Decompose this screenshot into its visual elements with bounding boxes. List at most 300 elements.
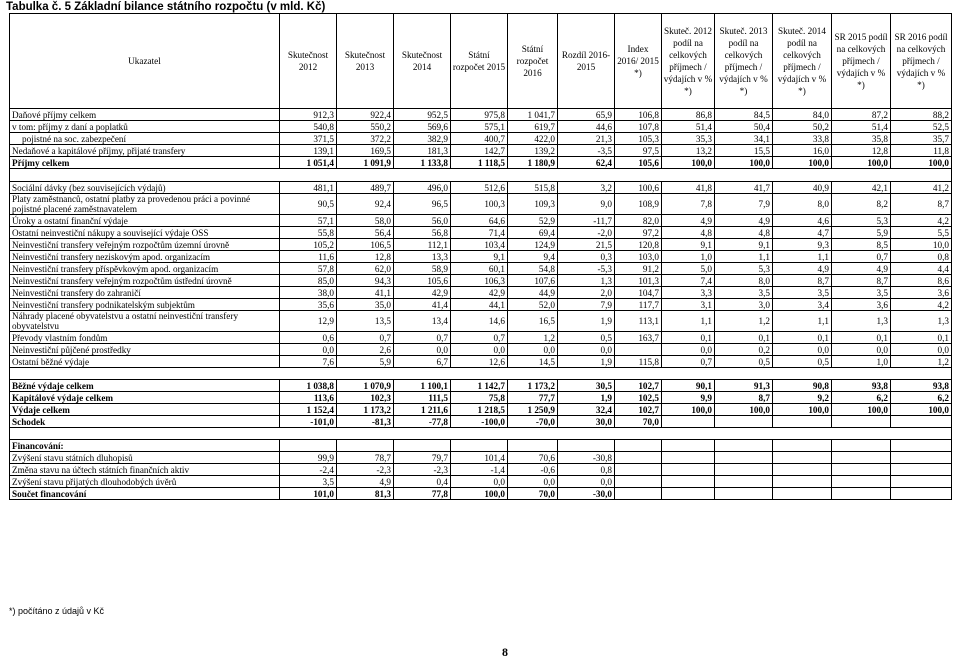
value-cell <box>773 476 832 488</box>
value-cell: 1 218,5 <box>451 404 508 416</box>
value-cell: 4,8 <box>662 227 715 239</box>
value-cell: 6,7 <box>394 356 451 368</box>
value-cell <box>662 452 715 464</box>
value-cell: 97,5 <box>615 145 662 157</box>
value-cell: 79,7 <box>394 452 451 464</box>
value-cell: 102,7 <box>615 380 662 392</box>
value-cell: 41,1 <box>337 287 394 299</box>
value-cell: 5,9 <box>832 227 891 239</box>
row-label: Sociální dávky (bez souvisejících výdajů) <box>10 182 280 194</box>
column-header: Skuteč. 2012 podíl na celkových příjmech / výdajích v % *) <box>662 14 715 109</box>
value-cell: 619,7 <box>508 121 558 133</box>
table-row <box>10 476 952 488</box>
row-label: Neinvestiční půjčené prostředky <box>10 344 280 356</box>
value-cell: 51,4 <box>662 121 715 133</box>
value-cell: 65,9 <box>558 109 615 121</box>
value-cell <box>832 476 891 488</box>
value-cell: 64,6 <box>451 215 508 227</box>
value-cell <box>773 464 832 476</box>
value-cell: 1,2 <box>715 311 773 332</box>
row-label: Neinvestiční transfery do zahraničí <box>10 287 280 299</box>
value-cell: 2,6 <box>337 344 394 356</box>
value-cell: 97,2 <box>615 227 662 239</box>
row-label: Daňové příjmy celkem <box>10 109 280 121</box>
value-cell <box>662 464 715 476</box>
value-cell: 13,5 <box>337 311 394 332</box>
table-row <box>10 344 952 356</box>
spacer-cell <box>715 428 773 440</box>
value-cell: 38,0 <box>280 287 337 299</box>
value-cell: 1,0 <box>662 251 715 263</box>
value-cell <box>891 440 952 452</box>
column-header: Státní rozpočet 2016 <box>508 14 558 109</box>
value-cell: 9,9 <box>662 392 715 404</box>
value-cell: 8,2 <box>832 194 891 215</box>
value-cell: 41,8 <box>662 182 715 194</box>
value-cell: 1 173,2 <box>337 404 394 416</box>
column-header: Státní rozpočet 2015 <box>451 14 508 109</box>
spacer-cell <box>832 428 891 440</box>
value-cell: 82,0 <box>615 215 662 227</box>
column-header: Skuteč. 2013 podíl na celkových příjmech / výdajích v % *) <box>715 14 773 109</box>
spacer-cell <box>10 169 280 182</box>
table-row <box>10 287 952 299</box>
value-cell: 4,9 <box>662 215 715 227</box>
value-cell: 14,5 <box>508 356 558 368</box>
value-cell: 92,4 <box>337 194 394 215</box>
value-cell <box>891 476 952 488</box>
value-cell: 100,0 <box>715 404 773 416</box>
table-row <box>10 121 952 133</box>
value-cell: 93,8 <box>891 380 952 392</box>
value-cell: 100,0 <box>832 404 891 416</box>
value-cell: 33,8 <box>773 133 832 145</box>
value-cell <box>891 464 952 476</box>
value-cell: 60,1 <box>451 263 508 275</box>
value-cell <box>891 452 952 464</box>
table-row <box>10 215 952 227</box>
spacer-cell <box>558 368 615 380</box>
value-cell: 139,2 <box>508 145 558 157</box>
value-cell: 0,1 <box>832 332 891 344</box>
value-cell: 0,0 <box>508 344 558 356</box>
value-cell: 107,8 <box>615 121 662 133</box>
value-cell: 44,9 <box>508 287 558 299</box>
row-label: Výdaje celkem <box>10 404 280 416</box>
value-cell: 1 152,4 <box>280 404 337 416</box>
value-cell: 481,1 <box>280 182 337 194</box>
value-cell: 102,5 <box>615 392 662 404</box>
spacer-cell <box>662 169 715 182</box>
value-cell: 10,0 <box>891 239 952 251</box>
value-cell: 105,2 <box>280 239 337 251</box>
table-row <box>10 380 952 392</box>
page-number: 8 <box>502 645 508 659</box>
value-cell: 0,7 <box>337 332 394 344</box>
column-header: Skutečnost 2014 <box>394 14 451 109</box>
value-cell: -11,7 <box>558 215 615 227</box>
table-header <box>10 14 952 109</box>
spacer-cell <box>832 368 891 380</box>
value-cell: -5,3 <box>558 263 615 275</box>
table-row <box>10 299 952 311</box>
value-cell: 569,6 <box>394 121 451 133</box>
value-cell: 0,4 <box>394 476 451 488</box>
value-cell: 103,4 <box>451 239 508 251</box>
value-cell: 6,2 <box>832 392 891 404</box>
value-cell: 5,3 <box>832 215 891 227</box>
spacer-cell <box>280 169 337 182</box>
value-cell: 112,1 <box>394 239 451 251</box>
value-cell: 88,2 <box>891 109 952 121</box>
value-cell: 0,0 <box>773 344 832 356</box>
value-cell: 34,1 <box>715 133 773 145</box>
value-cell: 55,8 <box>280 227 337 239</box>
value-cell: 1,3 <box>832 311 891 332</box>
value-cell: 7,9 <box>715 194 773 215</box>
value-cell: 1 250,9 <box>508 404 558 416</box>
value-cell: 400,7 <box>451 133 508 145</box>
value-cell: 44,6 <box>558 121 615 133</box>
value-cell <box>615 476 662 488</box>
value-cell <box>891 416 952 428</box>
value-cell: 103,0 <box>615 251 662 263</box>
value-cell <box>615 440 662 452</box>
value-cell: 102,3 <box>337 392 394 404</box>
value-cell: 113,1 <box>615 311 662 332</box>
column-header: SR 2015 podíl na celkových příjmech / výdajích v % *) <box>832 14 891 109</box>
value-cell: 7,8 <box>662 194 715 215</box>
value-cell: 84,0 <box>773 109 832 121</box>
value-cell: 58,9 <box>394 263 451 275</box>
value-cell: 13,3 <box>394 251 451 263</box>
value-cell: 13,2 <box>662 145 715 157</box>
row-label: Schodek <box>10 416 280 428</box>
value-cell: 99,9 <box>280 452 337 464</box>
value-cell <box>891 488 952 500</box>
value-cell: 8,7 <box>891 194 952 215</box>
value-cell: 9,1 <box>451 251 508 263</box>
column-header: Skuteč. 2014 podíl na celkových příjmech / výdajích v % *) <box>773 14 832 109</box>
table-row <box>10 251 952 263</box>
table-row <box>10 404 952 416</box>
value-cell: 14,6 <box>451 311 508 332</box>
value-cell: 515,8 <box>508 182 558 194</box>
value-cell: 4,9 <box>715 215 773 227</box>
value-cell: 382,9 <box>394 133 451 145</box>
value-cell: 3,5 <box>715 287 773 299</box>
value-cell: 0,8 <box>891 251 952 263</box>
value-cell: 90,5 <box>280 194 337 215</box>
spacer-cell <box>10 368 280 380</box>
spacer-cell <box>337 169 394 182</box>
table-row <box>10 133 952 145</box>
row-label: Převody vlastním fondům <box>10 332 280 344</box>
value-cell: 16,0 <box>773 145 832 157</box>
value-cell <box>773 416 832 428</box>
value-cell: 139,1 <box>280 145 337 157</box>
spacer-cell <box>891 428 952 440</box>
value-cell: 0,7 <box>662 356 715 368</box>
column-header: Index 2016/ 2015 *) <box>615 14 662 109</box>
value-cell: 422,0 <box>508 133 558 145</box>
row-label: Ostatní běžné výdaje <box>10 356 280 368</box>
row-label: v tom: příjmy z daní a poplatků <box>10 121 280 133</box>
value-cell: 9,4 <box>508 251 558 263</box>
value-cell: 91,3 <box>715 380 773 392</box>
value-cell: -101,0 <box>280 416 337 428</box>
value-cell: 11,8 <box>891 145 952 157</box>
spacer-cell <box>337 368 394 380</box>
spacer-cell <box>508 428 558 440</box>
value-cell <box>715 416 773 428</box>
value-cell: 0,0 <box>832 344 891 356</box>
value-cell: 35,6 <box>280 299 337 311</box>
value-cell: 84,5 <box>715 109 773 121</box>
spacer-cell <box>394 428 451 440</box>
spacer-cell <box>10 428 280 440</box>
value-cell: 13,4 <box>394 311 451 332</box>
value-cell: 4,2 <box>891 299 952 311</box>
value-cell: 5,0 <box>662 263 715 275</box>
value-cell <box>451 440 508 452</box>
value-cell: 1 041,7 <box>508 109 558 121</box>
value-cell: 0,5 <box>715 356 773 368</box>
value-cell: 4,9 <box>337 476 394 488</box>
spacer-cell <box>280 428 337 440</box>
value-cell: 56,4 <box>337 227 394 239</box>
value-cell: -30,8 <box>558 452 615 464</box>
value-cell: 1 070,9 <box>337 380 394 392</box>
value-cell: 1,1 <box>662 311 715 332</box>
value-cell: 0,0 <box>280 344 337 356</box>
value-cell: 108,9 <box>615 194 662 215</box>
value-cell: 5,9 <box>337 356 394 368</box>
value-cell <box>662 416 715 428</box>
value-cell: 35,0 <box>337 299 394 311</box>
value-cell: 7,4 <box>662 275 715 287</box>
value-cell: 0,7 <box>394 332 451 344</box>
table-row <box>10 182 952 194</box>
value-cell: 78,7 <box>337 452 394 464</box>
value-cell: 575,1 <box>451 121 508 133</box>
value-cell: 181,3 <box>394 145 451 157</box>
value-cell: 56,0 <box>394 215 451 227</box>
table-row <box>10 440 952 452</box>
value-cell <box>715 452 773 464</box>
value-cell: 4,2 <box>891 215 952 227</box>
value-cell: 100,0 <box>891 157 952 169</box>
value-cell: 1,0 <box>832 356 891 368</box>
row-label: Neinvestiční transfery neziskovým apod. organizacím <box>10 251 280 263</box>
value-cell: 8,7 <box>715 392 773 404</box>
value-cell <box>615 488 662 500</box>
table-row <box>10 356 952 368</box>
value-cell: 2,0 <box>558 287 615 299</box>
spacer-cell <box>662 428 715 440</box>
spacer-cell <box>394 368 451 380</box>
spacer-cell <box>773 428 832 440</box>
value-cell: 50,4 <box>715 121 773 133</box>
value-cell: 3,6 <box>832 299 891 311</box>
value-cell: 100,0 <box>832 157 891 169</box>
value-cell: 3,4 <box>773 299 832 311</box>
value-cell: 1 133,8 <box>394 157 451 169</box>
value-cell: 100,0 <box>891 404 952 416</box>
value-cell: 41,7 <box>715 182 773 194</box>
value-cell: 0,0 <box>451 344 508 356</box>
value-cell <box>508 440 558 452</box>
value-cell <box>832 464 891 476</box>
value-cell: 163,7 <box>615 332 662 344</box>
row-label: Součet financování <box>10 488 280 500</box>
value-cell: 8,0 <box>773 194 832 215</box>
value-cell: 44,1 <box>451 299 508 311</box>
spacer-cell <box>715 169 773 182</box>
value-cell: 21,5 <box>558 239 615 251</box>
value-cell: 100,0 <box>715 157 773 169</box>
value-cell: 107,6 <box>508 275 558 287</box>
row-label: Zvýšení stavu státních dluhopisů <box>10 452 280 464</box>
table-title: Tabulka č. 5 Základní bilance státního rozpočtu (v mld. Kč) <box>6 1 326 13</box>
spacer-cell <box>337 428 394 440</box>
value-cell: 69,4 <box>508 227 558 239</box>
column-header: Skutečnost 2012 <box>280 14 337 109</box>
value-cell: 50,2 <box>773 121 832 133</box>
value-cell: 0,1 <box>891 332 952 344</box>
value-cell: 7,6 <box>280 356 337 368</box>
value-cell: 113,6 <box>280 392 337 404</box>
value-cell: 8,7 <box>832 275 891 287</box>
value-cell: 4,8 <box>715 227 773 239</box>
table-row <box>10 488 952 500</box>
spacer-cell <box>615 428 662 440</box>
row-label: Neinvestiční transfery veřejným rozpočtům ústřední úrovně <box>10 275 280 287</box>
table-row <box>10 263 952 275</box>
value-cell: 0,2 <box>715 344 773 356</box>
value-cell: 81,3 <box>337 488 394 500</box>
value-cell: 30,0 <box>558 416 615 428</box>
row-label: Financování: <box>10 440 280 452</box>
value-cell: 9,2 <box>773 392 832 404</box>
value-cell: 512,6 <box>451 182 508 194</box>
column-header: Rozdíl 2016-2015 <box>558 14 615 109</box>
value-cell: 101,0 <box>280 488 337 500</box>
value-cell: 30,5 <box>558 380 615 392</box>
value-cell: 42,9 <box>394 287 451 299</box>
value-cell: 105,6 <box>615 157 662 169</box>
value-cell <box>715 488 773 500</box>
row-label: Náhrady placené obyvatelstvu a ostatní neinvestiční transfery obyvatelstvu <box>10 311 280 332</box>
value-cell: 5,3 <box>715 263 773 275</box>
value-cell: 6,2 <box>891 392 952 404</box>
value-cell: 106,5 <box>337 239 394 251</box>
spacer-cell <box>558 428 615 440</box>
value-cell: 9,1 <box>662 239 715 251</box>
value-cell <box>662 488 715 500</box>
value-cell: 0,8 <box>558 464 615 476</box>
spacer-cell <box>891 368 952 380</box>
value-cell: 8,6 <box>891 275 952 287</box>
value-cell: 4,7 <box>773 227 832 239</box>
value-cell: 57,8 <box>280 263 337 275</box>
value-cell: 0,1 <box>662 332 715 344</box>
value-cell: 8,7 <box>773 275 832 287</box>
table-row <box>10 332 952 344</box>
value-cell: 372,2 <box>337 133 394 145</box>
value-cell: 57,1 <box>280 215 337 227</box>
spacer-cell <box>451 169 508 182</box>
value-cell: 3,3 <box>662 287 715 299</box>
value-cell: 1 091,9 <box>337 157 394 169</box>
value-cell: 0,1 <box>715 332 773 344</box>
value-cell: -100,0 <box>451 416 508 428</box>
row-label: Nedaňové a kapitálové příjmy, přijaté transfery <box>10 145 280 157</box>
value-cell: 90,1 <box>662 380 715 392</box>
value-cell: 3,6 <box>891 287 952 299</box>
value-cell: 106,3 <box>451 275 508 287</box>
value-cell: 1,3 <box>558 275 615 287</box>
spacer-cell <box>394 169 451 182</box>
spacer-cell <box>662 368 715 380</box>
value-cell: 3,0 <box>715 299 773 311</box>
value-cell: 100,0 <box>773 404 832 416</box>
value-cell: 40,9 <box>773 182 832 194</box>
table-row <box>10 392 952 404</box>
value-cell: 0,0 <box>891 344 952 356</box>
spacer-cell <box>715 368 773 380</box>
value-cell: 100,3 <box>451 194 508 215</box>
spacer-cell <box>451 428 508 440</box>
value-cell: 3,5 <box>773 287 832 299</box>
value-cell: 62,0 <box>337 263 394 275</box>
value-cell <box>280 440 337 452</box>
value-cell: 1 211,6 <box>394 404 451 416</box>
value-cell: 1,1 <box>773 251 832 263</box>
row-label: Úroky a ostatní finanční výdaje <box>10 215 280 227</box>
value-cell: 1,3 <box>891 311 952 332</box>
value-cell: 1 173,2 <box>508 380 558 392</box>
value-cell: 117,7 <box>615 299 662 311</box>
value-cell: 102,7 <box>615 404 662 416</box>
value-cell: 35,3 <box>662 133 715 145</box>
spacer-cell <box>891 169 952 182</box>
value-cell: 489,7 <box>337 182 394 194</box>
value-cell: 77,7 <box>508 392 558 404</box>
value-cell: 111,5 <box>394 392 451 404</box>
value-cell: 96,5 <box>394 194 451 215</box>
spacer-cell <box>773 368 832 380</box>
value-cell <box>832 440 891 452</box>
value-cell: 120,8 <box>615 239 662 251</box>
value-cell <box>394 440 451 452</box>
value-cell <box>558 440 615 452</box>
row-label: Ostatní neinvestiční nákupy a související výdaje OSS <box>10 227 280 239</box>
value-cell: -2,3 <box>337 464 394 476</box>
value-cell: 58,0 <box>337 215 394 227</box>
table-row <box>10 157 952 169</box>
value-cell: 0,0 <box>662 344 715 356</box>
value-cell: 169,5 <box>337 145 394 157</box>
value-cell: 105,3 <box>615 133 662 145</box>
value-cell: 0,7 <box>832 251 891 263</box>
value-cell: 4,9 <box>832 263 891 275</box>
value-cell: 100,6 <box>615 182 662 194</box>
value-cell: 1,9 <box>558 356 615 368</box>
value-cell: 0,1 <box>773 332 832 344</box>
value-cell: -0,6 <box>508 464 558 476</box>
value-cell: 100,0 <box>773 157 832 169</box>
